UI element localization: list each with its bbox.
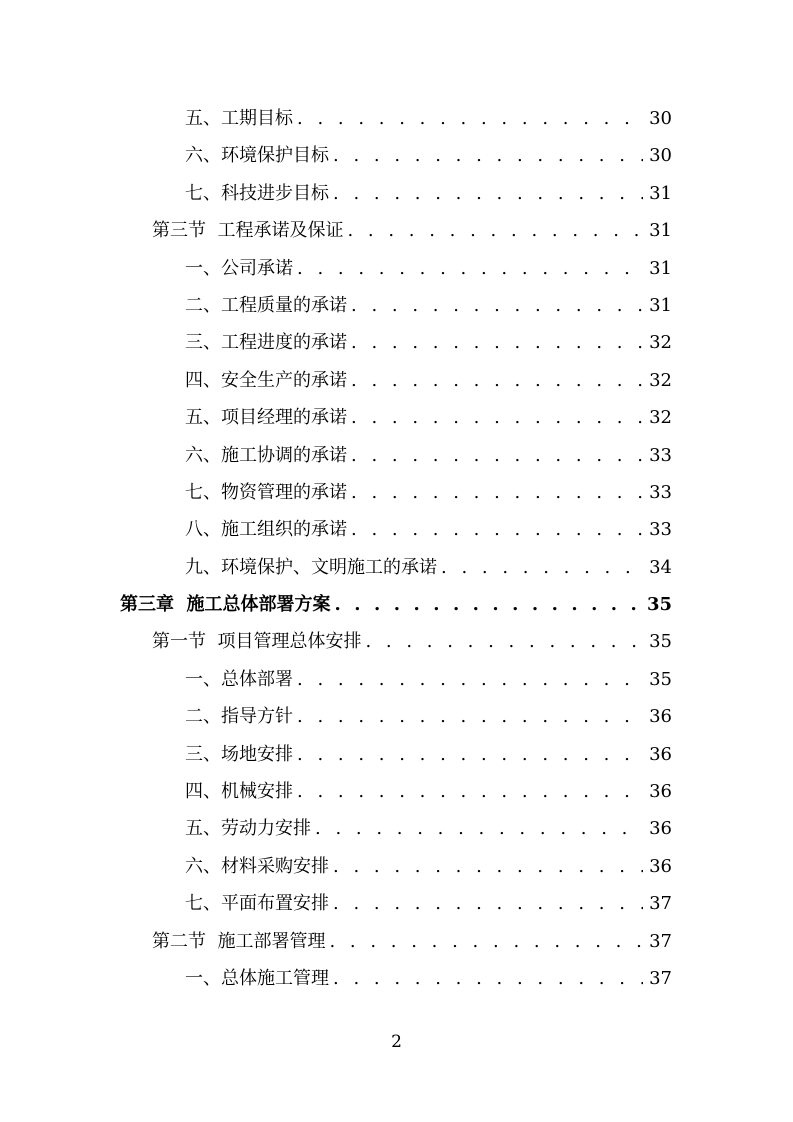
toc-entry-page: 35: [646, 594, 672, 616]
toc-entry[interactable]: [185, 287, 672, 324]
toc-entry-title: 五、工期目标: [185, 108, 293, 129]
toc-entry[interactable]: [185, 960, 672, 997]
toc-entry[interactable]: [185, 810, 672, 847]
toc-entry-page: 30: [649, 108, 672, 129]
toc-entry-title: 五、项目经理的承诺: [185, 407, 347, 429]
toc-dot-leader: [351, 399, 643, 436]
toc-entry-title: 六、环境保护目标: [185, 145, 329, 167]
toc-entry-title: 三、场地安排: [185, 743, 293, 765]
toc-dot-leader: [333, 960, 643, 997]
toc-entry-title: 一、总体部署: [185, 668, 293, 690]
toc-entry[interactable]: [185, 324, 672, 361]
toc-entry-page: 36: [649, 818, 672, 840]
toc-entry-title: 二、工程质量的承诺: [185, 294, 347, 316]
toc-entry-title: 八、施工组织的承诺: [185, 519, 347, 541]
toc-dot-leader: [333, 137, 643, 174]
toc-entry-page: 33: [649, 444, 672, 466]
toc-entry[interactable]: [185, 549, 672, 586]
toc-dot-leader: [351, 324, 643, 361]
toc-dot-leader: [351, 437, 643, 474]
toc-entry-title: 第三章 施工总体部署方案: [120, 594, 331, 616]
toc-chapter-entry[interactable]: [120, 586, 672, 623]
toc-entry[interactable]: [185, 773, 672, 810]
toc-entry[interactable]: [185, 511, 672, 548]
toc-section-entry[interactable]: [152, 623, 672, 660]
toc-dot-leader: [333, 848, 643, 885]
toc-dot-leader: [351, 287, 643, 324]
page-number: 2: [391, 1032, 402, 1052]
toc-entry-page: 31: [649, 220, 672, 242]
toc-section-entry[interactable]: [152, 212, 672, 249]
toc-entry-title: 七、科技进步目标: [185, 182, 329, 204]
toc-dot-leader: [335, 586, 641, 623]
toc-dot-leader: [347, 212, 643, 249]
toc-dot-leader: [297, 736, 643, 773]
toc-entry-page: 37: [649, 930, 672, 952]
toc-entry-page: 33: [649, 481, 672, 503]
toc-dot-leader: [333, 885, 643, 922]
toc-dot-leader: [329, 923, 643, 960]
toc-entry-title: 七、平面布置安排: [185, 893, 329, 915]
toc-entry-page: 32: [649, 369, 672, 391]
toc-entry[interactable]: [185, 137, 672, 174]
toc-dot-leader: [297, 773, 643, 810]
toc-entry-page: 31: [649, 182, 672, 204]
toc-entry-title: 第二节 施工部署管理: [152, 930, 326, 952]
toc-entry-title: 一、公司承诺: [185, 257, 293, 279]
toc-entry-title: 五、劳动力安排: [185, 818, 311, 840]
toc-entry-page: 30: [649, 145, 672, 167]
toc-entry[interactable]: [185, 736, 672, 773]
toc-dot-leader: [351, 474, 643, 511]
toc-entry[interactable]: [185, 698, 672, 735]
toc-entry-page: 36: [649, 781, 672, 803]
toc-entry-title: 三、工程进度的承诺: [185, 332, 347, 354]
toc-dot-leader: [441, 549, 643, 586]
toc-entry[interactable]: [185, 175, 672, 212]
toc-dot-leader: [297, 661, 643, 698]
toc-entry-page: 32: [649, 332, 672, 354]
toc-dot-leader: [351, 362, 643, 399]
toc-entry-title: 第一节 项目管理总体安排: [152, 631, 362, 653]
toc-entry-page: 31: [649, 294, 672, 316]
table-of-contents: [0, 100, 793, 997]
toc-entry-page: 34: [649, 556, 672, 578]
toc-entry[interactable]: [185, 848, 672, 885]
toc-entry-title: 四、机械安排: [185, 781, 293, 803]
toc-entry-title: 六、材料采购安排: [185, 855, 329, 877]
toc-entry-page: 35: [649, 631, 672, 653]
toc-entry[interactable]: [185, 437, 672, 474]
toc-entry-page: 36: [649, 855, 672, 877]
toc-dot-leader: [297, 250, 643, 287]
toc-dot-leader: [297, 698, 643, 735]
toc-entry[interactable]: [185, 885, 672, 922]
toc-entry-title: 六、施工协调的承诺: [185, 444, 347, 466]
toc-dot-leader: [351, 511, 643, 548]
toc-entry-page: 31: [649, 257, 672, 279]
toc-entry-page: 33: [649, 519, 672, 541]
toc-entry[interactable]: [185, 100, 672, 137]
toc-entry[interactable]: [185, 399, 672, 436]
toc-entry-title: 七、物资管理的承诺: [185, 481, 347, 503]
toc-dot-leader: [315, 810, 643, 847]
toc-dot-leader: [365, 623, 643, 660]
toc-entry-page: 35: [649, 668, 672, 690]
toc-entry-title: 二、指导方针: [185, 706, 293, 728]
toc-dot-leader: [333, 175, 643, 212]
toc-section-entry[interactable]: [152, 923, 672, 960]
toc-entry-page: 37: [649, 967, 672, 989]
toc-dot-leader: [297, 100, 643, 137]
toc-entry-title: 一、总体施工管理: [185, 967, 329, 989]
toc-entry-page: 36: [649, 706, 672, 728]
toc-entry-page: 37: [649, 893, 672, 915]
toc-entry-page: 36: [649, 743, 672, 765]
toc-entry-page: 32: [649, 407, 672, 429]
toc-entry-title: 第三节 工程承诺及保证: [152, 220, 344, 242]
toc-entry[interactable]: [185, 474, 672, 511]
toc-entry-title: 九、环境保护、文明施工的承诺: [185, 556, 437, 578]
toc-entry[interactable]: [185, 250, 672, 287]
toc-entry[interactable]: [185, 661, 672, 698]
toc-entry-title: 四、安全生产的承诺: [185, 369, 347, 391]
toc-entry[interactable]: [185, 362, 672, 399]
